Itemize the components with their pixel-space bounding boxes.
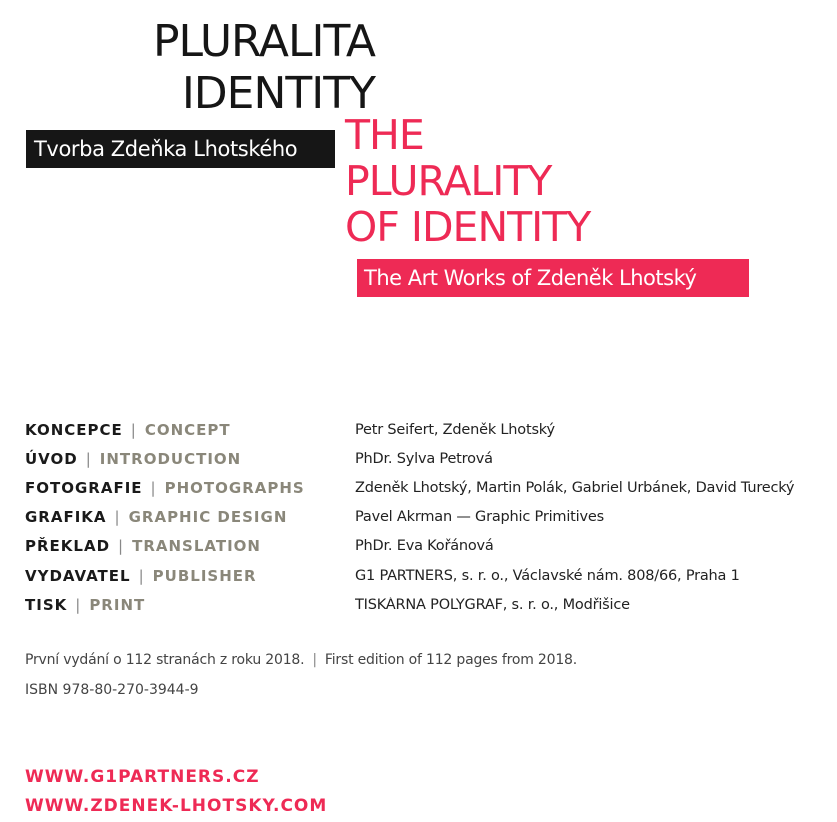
credits-list bbox=[25, 415, 830, 619]
credit-value: Pavel Akrman — Graphic Primitives bbox=[355, 509, 604, 526]
credit-label-english: TRANSLATION bbox=[132, 537, 261, 556]
edition-note-czech: První vydání o 112 stranách z roku 2018. bbox=[25, 652, 305, 668]
credit-label-czech: GRAFIKA bbox=[25, 508, 107, 527]
credit-label-czech: VYDAVATEL bbox=[25, 566, 131, 585]
edition-note-english: First edition of 112 pages from 2018. bbox=[324, 652, 578, 668]
label-separator: | bbox=[114, 508, 121, 527]
label-separator: | bbox=[118, 537, 125, 556]
link-g1partners[interactable]: WWW.G1PARTNERS.CZ bbox=[25, 767, 260, 787]
label-separator: | bbox=[138, 566, 145, 585]
credit-row-print bbox=[25, 590, 830, 619]
credit-label-english: PHOTOGRAPHS bbox=[164, 478, 305, 497]
link-zdenek-lhotsky[interactable]: WWW.ZDENEK-LHOTSKY.COM bbox=[25, 796, 328, 816]
credit-row-graphic-design bbox=[25, 503, 830, 532]
credit-label-czech: TISK bbox=[25, 595, 68, 614]
label-separator: | bbox=[150, 478, 157, 497]
title-english bbox=[345, 112, 590, 250]
credit-value: PhDr. Eva Kořánová bbox=[355, 538, 494, 555]
credit-row-concept bbox=[25, 415, 830, 444]
credit-row-publisher bbox=[25, 561, 830, 590]
title-czech-line-2: IDENTITY bbox=[181, 68, 375, 119]
credit-label-english: PUBLISHER bbox=[152, 566, 257, 585]
credit-label-english: PRINT bbox=[89, 595, 146, 614]
credit-label-czech: PŘEKLAD bbox=[25, 537, 111, 556]
credit-label bbox=[25, 421, 355, 439]
credit-row-translation bbox=[25, 532, 830, 561]
title-english-line-1: THE bbox=[345, 111, 424, 159]
credit-value: TISKÁRNA POLYGRAF, s. r. o., Modřišice bbox=[355, 596, 630, 613]
credit-label-english: GRAPHIC DESIGN bbox=[128, 508, 288, 527]
credit-label bbox=[25, 508, 355, 526]
credit-label-english: INTRODUCTION bbox=[99, 449, 242, 468]
credit-label-czech: KONCEPCE bbox=[25, 420, 123, 439]
credit-label bbox=[25, 479, 355, 497]
credit-row-photographs bbox=[25, 473, 830, 502]
subtitle-czech: Tvorba Zdeňka Lhotského bbox=[26, 130, 335, 168]
title-czech-line-1: PLURALITA bbox=[153, 16, 375, 67]
edition-note bbox=[25, 652, 577, 668]
label-separator: | bbox=[85, 449, 92, 468]
credit-value: Petr Seifert, Zdeněk Lhotský bbox=[355, 421, 555, 438]
credit-value: PhDr. Sylva Petrová bbox=[355, 450, 493, 467]
credit-value: Zdeněk Lhotský, Martin Polák, Gabriel Urbánek, David Turecký bbox=[355, 479, 795, 496]
credit-label bbox=[25, 596, 355, 614]
credit-label-czech: ÚVOD bbox=[25, 449, 78, 468]
credit-label-english: CONCEPT bbox=[144, 420, 231, 439]
credit-label-czech: FOTOGRAFIE bbox=[25, 478, 143, 497]
title-czech bbox=[153, 16, 375, 120]
isbn: ISBN 978-80-270-3944-9 bbox=[25, 682, 199, 698]
credit-label bbox=[25, 537, 355, 555]
label-separator: | bbox=[130, 420, 137, 439]
credit-label bbox=[25, 450, 355, 468]
credit-label bbox=[25, 567, 355, 585]
label-separator: | bbox=[75, 595, 82, 614]
website-links bbox=[25, 763, 327, 821]
edition-separator: | bbox=[312, 652, 317, 668]
subtitle-english: The Art Works of Zdeněk Lhotský bbox=[357, 259, 749, 297]
credit-value: G1 PARTNERS, s. r. o., Václavské nám. 808/66, Praha 1 bbox=[355, 567, 740, 584]
title-english-line-2: PLURALITY bbox=[345, 157, 552, 205]
credit-row-introduction bbox=[25, 444, 830, 473]
title-english-line-3: OF IDENTITY bbox=[345, 203, 591, 251]
